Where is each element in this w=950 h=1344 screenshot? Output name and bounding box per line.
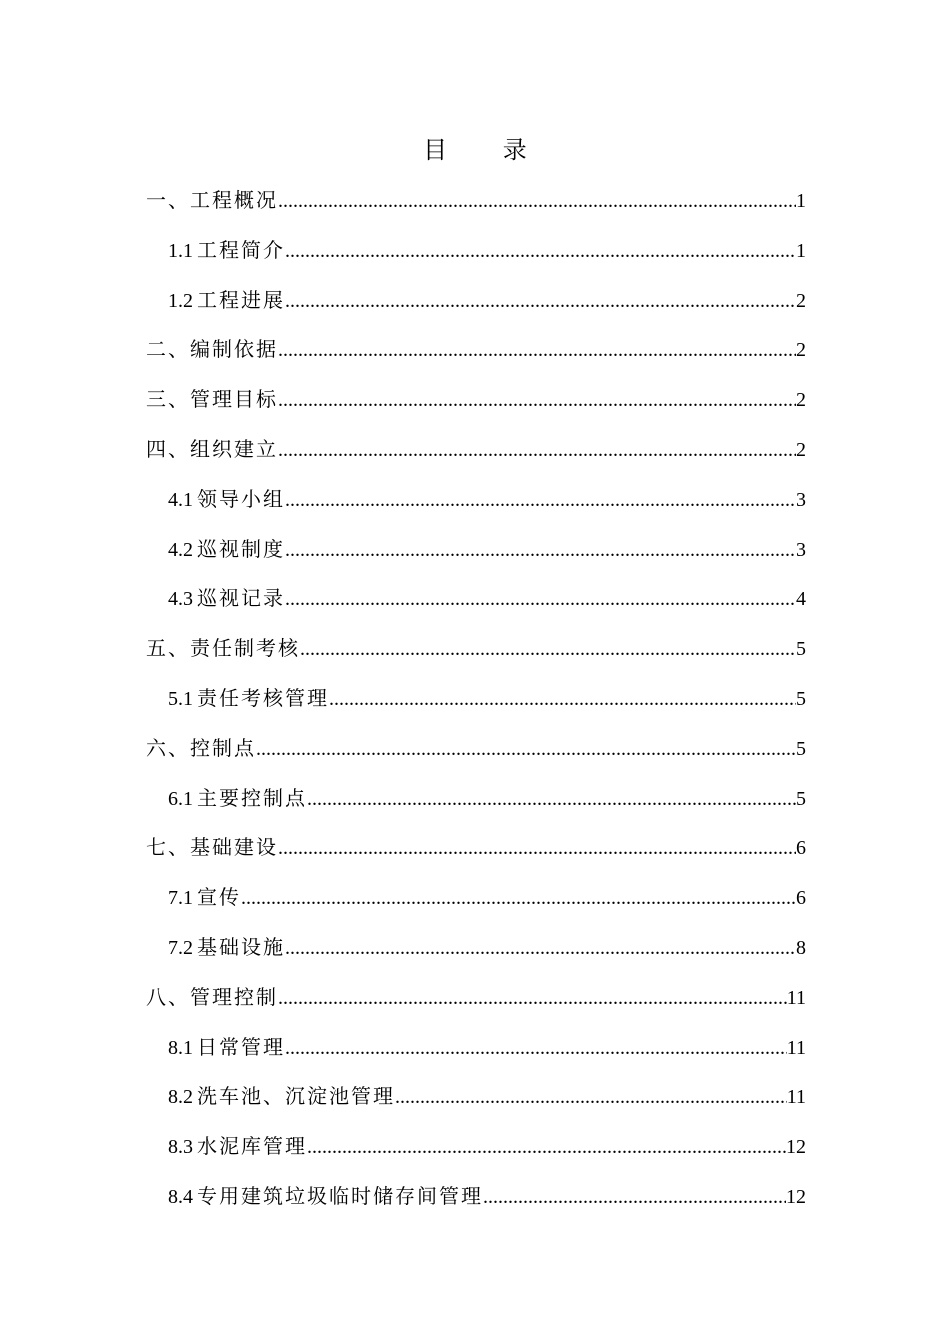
toc-entry-number: 4.3 — [168, 588, 193, 611]
toc-entry-number: 8.2 — [168, 1086, 193, 1109]
toc-entry-number: 4.1 — [168, 488, 193, 511]
toc-entry-label — [146, 329, 278, 369]
toc-entry-text: 宣传 — [197, 885, 241, 910]
toc-entry[interactable] — [146, 827, 806, 877]
toc-entry-number: 1.2 — [168, 289, 193, 312]
toc-page-number: 11 — [786, 1086, 806, 1109]
dot-leader — [483, 1177, 786, 1217]
toc-entry[interactable] — [146, 280, 806, 330]
toc-page-number: 2 — [796, 339, 806, 362]
toc-entry-label — [146, 728, 256, 768]
toc-entry[interactable] — [146, 180, 806, 230]
dot-leader — [285, 1028, 787, 1068]
toc-entry-label — [168, 678, 329, 719]
dot-leader — [278, 181, 796, 221]
dot-leader — [256, 729, 796, 769]
toc-entry[interactable] — [146, 529, 806, 579]
toc-entry-text: 责任考核管理 — [197, 685, 329, 710]
toc-entry-number: 6.1 — [168, 787, 193, 810]
toc-entry-label — [168, 479, 285, 520]
dot-leader — [285, 928, 796, 968]
toc-entry-label — [168, 927, 285, 968]
toc-entry-text: 基础设施 — [197, 934, 285, 959]
toc-entry[interactable] — [146, 1126, 806, 1176]
toc-entry-text: 六、控制点 — [146, 735, 256, 760]
toc-entry-label — [146, 180, 278, 220]
toc-page-number: 5 — [796, 687, 806, 710]
toc-page-number: 1 — [796, 190, 806, 212]
toc-entry-label — [168, 1176, 483, 1217]
toc-entry-text: 日常管理 — [197, 1034, 285, 1059]
toc-page-number: 12 — [786, 1185, 806, 1208]
toc-entry[interactable] — [146, 678, 806, 728]
toc-page-number: 12 — [786, 1136, 806, 1159]
toc-entry[interactable] — [146, 1176, 806, 1226]
toc-entry-label — [146, 977, 278, 1017]
toc-entry-label — [146, 628, 300, 668]
toc-entry[interactable] — [146, 1076, 806, 1126]
toc-page-number: 8 — [796, 936, 806, 959]
toc-entry-number: 7.2 — [168, 936, 193, 959]
toc-entry[interactable] — [146, 877, 806, 927]
toc-entry[interactable] — [146, 230, 806, 280]
toc-page-number: 1 — [796, 239, 806, 262]
toc-entry-text: 专用建筑垃圾临时储存间管理 — [197, 1183, 483, 1208]
toc-page-number: 2 — [796, 289, 806, 312]
toc-page-number: 5 — [796, 787, 806, 810]
toc-entry-label — [168, 1076, 395, 1117]
toc-list — [146, 180, 806, 1226]
dot-leader — [285, 530, 796, 570]
toc-entry[interactable] — [146, 628, 806, 678]
toc-entry-text: 主要控制点 — [197, 785, 307, 810]
toc-entry-label — [168, 877, 241, 918]
toc-entry-label — [146, 827, 278, 867]
toc-page-number: 5 — [796, 737, 806, 760]
toc-entry-text: 巡视记录 — [197, 586, 285, 611]
toc-entry-label — [146, 379, 278, 419]
toc-entry-number: 8.4 — [168, 1185, 193, 1208]
toc-entry[interactable] — [146, 778, 806, 828]
dot-leader — [278, 828, 796, 868]
toc-entry-text: 七、基础建设 — [146, 835, 278, 860]
toc-entry-text: 工程进展 — [197, 287, 285, 312]
toc-entry-text: 四、组织建立 — [146, 436, 278, 461]
dot-leader — [278, 330, 796, 370]
toc-entry-text: 五、责任制考核 — [146, 636, 300, 661]
dot-leader — [307, 1127, 786, 1167]
toc-entry-number: 4.2 — [168, 538, 193, 561]
toc-entry-text: 二、编制依据 — [146, 337, 278, 362]
toc-page-number: 11 — [786, 986, 806, 1009]
toc-entry-number: 8.1 — [168, 1036, 193, 1059]
toc-entry[interactable] — [146, 578, 806, 628]
toc-entry-number: 5.1 — [168, 687, 193, 710]
toc-page-number: 5 — [796, 638, 806, 661]
toc-entry[interactable] — [146, 429, 806, 479]
toc-page-number: 3 — [796, 538, 806, 561]
toc-entry-number: 8.3 — [168, 1136, 193, 1159]
toc-entry[interactable] — [146, 927, 806, 977]
toc-entry-label — [146, 429, 278, 469]
toc-entry[interactable] — [146, 379, 806, 429]
toc-entry[interactable] — [146, 1027, 806, 1077]
dot-leader — [241, 878, 796, 918]
toc-page-number: 11 — [786, 1036, 806, 1059]
toc-entry-text: 水泥库管理 — [197, 1134, 307, 1159]
toc-entry[interactable] — [146, 329, 806, 379]
dot-leader — [278, 978, 787, 1018]
toc-entry[interactable] — [146, 977, 806, 1027]
toc-entry-text: 一、工程概况 — [146, 188, 278, 212]
toc-entry-number: 7.1 — [168, 887, 193, 910]
dot-leader — [285, 231, 796, 271]
toc-entry-text: 三、管理目标 — [146, 387, 278, 412]
toc-page-number: 2 — [796, 438, 806, 461]
toc-entry-label — [168, 578, 285, 619]
toc-page-number: 6 — [796, 887, 806, 910]
dot-leader — [395, 1077, 787, 1117]
toc-entry-label — [168, 1126, 307, 1167]
toc-entry[interactable] — [146, 479, 806, 529]
toc-entry-label — [168, 280, 285, 321]
dot-leader — [285, 579, 796, 619]
toc-entry-text: 八、管理控制 — [146, 984, 278, 1009]
toc-entry[interactable] — [146, 728, 806, 778]
dot-leader — [278, 380, 796, 420]
toc-entry-label — [168, 778, 307, 819]
dot-leader — [329, 679, 796, 719]
toc-entry-label — [168, 1027, 285, 1068]
toc-page-number: 4 — [796, 588, 806, 611]
toc-entry-text: 工程简介 — [197, 237, 285, 262]
toc-entry-number: 1.1 — [168, 239, 193, 262]
dot-leader — [278, 430, 796, 470]
toc-title: 目 录 — [423, 136, 551, 164]
toc-page-number: 2 — [796, 389, 806, 412]
toc-entry-text: 巡视制度 — [197, 536, 285, 561]
toc-page-number: 6 — [796, 837, 806, 860]
toc-entry-label — [168, 529, 285, 570]
toc-entry-text: 洗车池、沉淀池管理 — [197, 1084, 395, 1109]
dot-leader — [300, 629, 796, 669]
dot-leader — [285, 480, 796, 520]
toc-entry-text: 领导小组 — [197, 486, 285, 511]
dot-leader — [285, 281, 796, 321]
toc-entry-label — [168, 230, 285, 271]
toc-page-number: 3 — [796, 488, 806, 511]
dot-leader — [307, 779, 796, 819]
